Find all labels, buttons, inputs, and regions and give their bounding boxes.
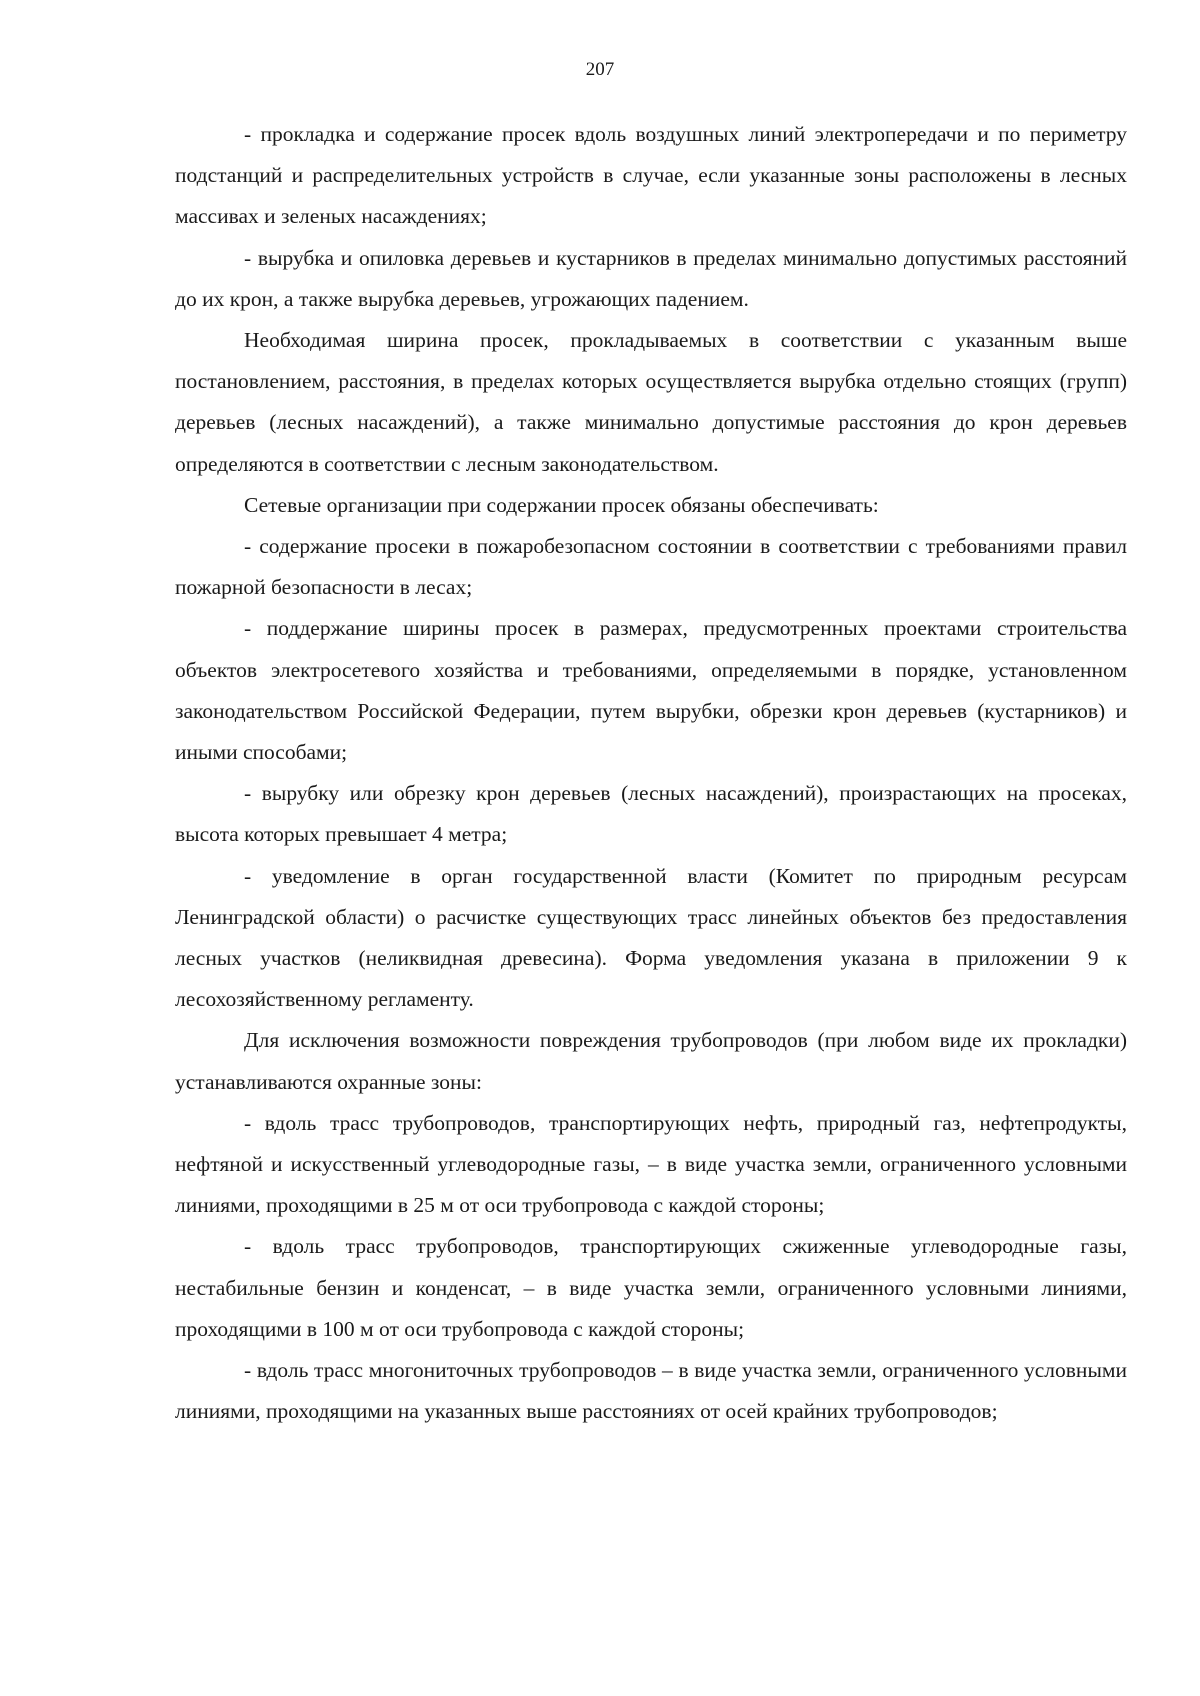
paragraph: Сетевые организации при содержании просек обязаны обеспечивать: [244, 492, 879, 517]
paragraph: - вдоль трасс трубопроводов, транспортирующих нефть, природный газ, нефтепродукты, нефтяной и искусственный углеводородные газы, – в виде участка земли, ограниченного условными линиями, проходящими в 25 м от оси трубопровода с каждой стороны; [175, 1110, 1127, 1218]
paragraph: - вырубку или обрезку крон деревьев (лесных насаждений), произрастающих на просеках, высота которых превышает 4 метра; [175, 781, 1127, 847]
page-number: 207 [585, 59, 615, 80]
body-text [175, 114, 1127, 1433]
paragraph: - вдоль трасс трубопроводов, транспортирующих сжиженные углеводородные газы, нестабильные бензин и конденсат, – в виде участка земли, ограниченного условными линиями, проходящими в 100 м от оси трубопровода с каждой стороны; [175, 1234, 1127, 1341]
paragraph: Необходимая ширина просек, прокладываемых в соответствии с указанным выше постановлением, расстояния, в пределах которых осуществляется вырубка отдельно стоящих (групп) деревьев (лесных насаждений), а также минимально допустимые расстояния до крон деревьев определяются в соответствии с лесным законодательством. [175, 328, 1127, 476]
paragraph: - содержание просеки в пожаробезопасном состоянии в соответствии с требованиями правил пожарной безопасности в лесах; [175, 534, 1127, 600]
paragraph: - поддержание ширины просек в размерах, предусмотренных проектами строительства объектов электросетевого хозяйства и требованиями, определяемыми в порядке, установленном законодательством Российской Федерации, путем вырубки, обрезки крон деревьев (кустарников) и иными способами; [175, 616, 1127, 765]
paragraph: - прокладка и содержание просек вдоль воздушных линий электропередачи и по периметру подстанций и распределительных устройств в случае, если указанные зоны расположены в лесных массивах и зеленых насаждениях; [175, 122, 1127, 229]
paragraph: Для исключения возможности повреждения трубопроводов (при любом виде их прокладки) устанавливаются охранные зоны: [175, 1028, 1127, 1094]
paragraph: - уведомление в орган государственной власти (Комитет по природным ресурсам Ленинградской области) о расчистке существующих трасс линейных объектов без предоставления лесных участков (неликвидная древесина). Форма уведомления указана в приложении 9 к лесохозяйственному регламенту. [175, 863, 1127, 1012]
paragraph: - вдоль трасс многониточных трубопроводов – в виде участка земли, ограниченного условными линиями, проходящими на указанных выше расстояниях от осей крайних трубопроводов; [175, 1358, 1127, 1424]
paragraph: - вырубка и опиловка деревьев и кустарников в пределах минимально допустимых расстояний до их крон, а также вырубка деревьев, угрожающих падением. [175, 245, 1127, 311]
